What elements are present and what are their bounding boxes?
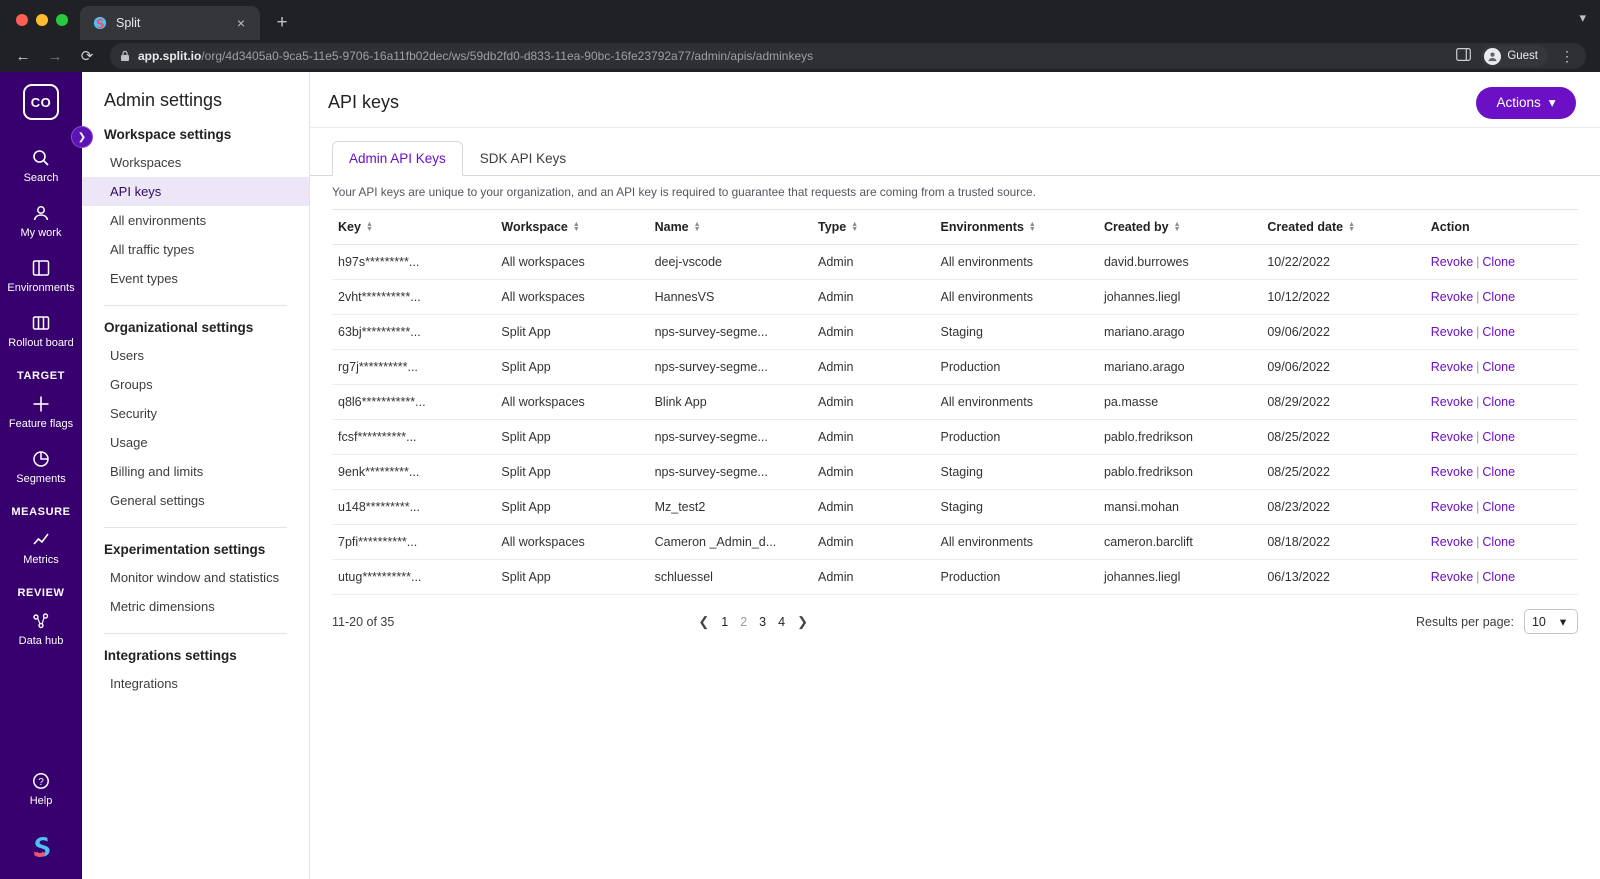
revoke-link[interactable]: Revoke <box>1430 255 1474 269</box>
avatar <box>1484 48 1501 65</box>
rail-item-metrics[interactable] <box>0 520 82 575</box>
clone-link[interactable]: Clone <box>1482 465 1516 479</box>
cell-key: u148*********... <box>332 490 495 525</box>
sidebar-item-users[interactable]: Users <box>110 348 144 363</box>
sidebar-item-monitor-window-and-statistics[interactable]: Monitor window and statistics <box>110 570 280 585</box>
column-label: Created date <box>1267 220 1344 234</box>
table-row[interactable] <box>332 490 1578 525</box>
table-body <box>332 245 1578 595</box>
rail-item-rollout-board[interactable] <box>0 303 82 358</box>
action-separator: | <box>1476 360 1480 374</box>
action-separator: | <box>1476 465 1480 479</box>
cell-created-date: 08/18/2022 <box>1261 525 1424 560</box>
cell-workspace: Split App <box>495 420 648 455</box>
cell-type: Admin <box>812 560 935 595</box>
global-nav-rail <box>0 72 87 879</box>
column-header-workspace[interactable] <box>495 210 648 245</box>
url-path: /org/4d3405a0-9ca5-11e5-9706-16a11fb02dec/ws/59db2fd0-d833-11ea-90bc-16fe23792a77/admin/apis/adminkeys <box>201 49 814 63</box>
side-panel-icon[interactable] <box>1456 48 1471 64</box>
cell-name: nps-survey-segme... <box>649 315 812 350</box>
nav-group-experimentation-settings: Experimentation settings <box>104 542 266 557</box>
cell-action <box>1425 280 1578 315</box>
nav-group-organizational-settings: Organizational settings <box>104 320 254 335</box>
revoke-link[interactable]: Revoke <box>1430 535 1474 549</box>
action-separator: | <box>1476 290 1480 304</box>
divider <box>104 633 287 634</box>
sidebar-item-integrations[interactable]: Integrations <box>110 676 178 691</box>
clone-link[interactable]: Clone <box>1482 570 1516 584</box>
cell-name: Mz_test2 <box>649 490 812 525</box>
cell-key: q8l6***********... <box>332 385 495 420</box>
org-badge[interactable]: CO <box>23 84 59 120</box>
cell-action <box>1425 350 1578 385</box>
lock-icon <box>120 50 130 62</box>
cell-key: 63bj**********... <box>332 315 495 350</box>
clone-link[interactable]: Clone <box>1482 255 1516 269</box>
data-hub-icon <box>31 610 51 632</box>
results-per-page-select[interactable] <box>1524 609 1578 634</box>
rail-item-label: My work <box>20 227 62 239</box>
rail-item-label: Search <box>23 172 59 184</box>
metrics-icon <box>31 529 51 551</box>
page-3-button[interactable]: 3 <box>759 614 767 629</box>
cell-type: Admin <box>812 385 935 420</box>
cell-name: Cameron _Admin_d... <box>649 525 812 560</box>
cell-environments: Production <box>935 350 1098 385</box>
app-body <box>0 72 1600 879</box>
cell-name: nps-survey-segme... <box>649 420 812 455</box>
rail-item-segments[interactable] <box>0 439 82 494</box>
action-separator: | <box>1476 535 1480 549</box>
cell-action <box>1425 245 1578 280</box>
page-description: Your API keys are unique to your organization, and an API key is required to guarantee that requests are coming from a trusted source. <box>332 185 1036 199</box>
clone-link[interactable]: Clone <box>1482 500 1516 514</box>
table-footer <box>310 595 1600 634</box>
rail-section-measure: MEASURE <box>11 506 71 518</box>
cell-environments: All environments <box>935 385 1098 420</box>
cell-created-date: 10/22/2022 <box>1261 245 1424 280</box>
rail-item-feature-flags[interactable] <box>0 384 82 439</box>
column-label: Type <box>818 220 847 234</box>
address-bar[interactable] <box>110 43 1586 69</box>
rail-item-label: Segments <box>16 473 66 485</box>
cell-type: Admin <box>812 350 935 385</box>
sort-icon: ▲ ▼ <box>1173 221 1181 233</box>
cell-created-by: mansi.mohan <box>1098 490 1261 525</box>
cell-created-date: 08/29/2022 <box>1261 385 1424 420</box>
table-header <box>332 210 1578 245</box>
sidebar-item-billing-and-limits[interactable]: Billing and limits <box>110 464 204 479</box>
cell-created-by: pablo.fredrikson <box>1098 420 1261 455</box>
column-label: Environments <box>940 220 1024 234</box>
profile-button[interactable] <box>1481 45 1548 67</box>
cell-name: Blink App <box>649 385 812 420</box>
cell-workspace: All workspaces <box>495 280 648 315</box>
rail-item-data-hub[interactable] <box>0 601 82 656</box>
pagination <box>698 614 808 630</box>
chevron-down-icon[interactable]: ▾ <box>1579 10 1586 25</box>
page-4-button[interactable]: 4 <box>778 614 786 629</box>
actions-button[interactable] <box>1476 87 1576 119</box>
cell-name: nps-survey-segme... <box>649 455 812 490</box>
sort-icon: ▲ ▼ <box>851 221 859 233</box>
rail-item-search[interactable] <box>0 138 82 193</box>
svg-text:?: ? <box>38 777 44 788</box>
cell-created-by: pablo.fredrikson <box>1098 455 1261 490</box>
column-label: Action <box>1430 220 1470 234</box>
nav-group-integrations-settings: Integrations settings <box>104 648 237 663</box>
help-icon <box>31 770 51 792</box>
main-content <box>310 72 1600 879</box>
cell-created-date: 08/25/2022 <box>1261 455 1424 490</box>
cell-created-by: johannes.liegl <box>1098 560 1261 595</box>
url-host: app.split.io <box>138 49 202 63</box>
sidebar-item-metric-dimensions[interactable]: Metric dimensions <box>110 599 215 614</box>
clone-link[interactable]: Clone <box>1482 325 1516 339</box>
action-separator: | <box>1476 395 1480 409</box>
table-row[interactable] <box>332 280 1578 315</box>
settings-sidebar <box>82 72 310 879</box>
close-window-button[interactable] <box>16 14 28 26</box>
nav-group-workspace-settings: Workspace settings <box>104 127 232 142</box>
results-per-page-value: 10 <box>1531 614 1546 629</box>
column-header-created-date[interactable] <box>1261 210 1424 245</box>
rail-bottom <box>0 761 82 879</box>
sidebar-item-event-types[interactable]: Event types <box>110 271 178 286</box>
rail-section-target: TARGET <box>16 370 65 382</box>
my-work-icon <box>31 202 51 224</box>
column-header-action <box>1425 210 1578 245</box>
sort-icon: ▲ ▼ <box>365 221 373 233</box>
cell-type: Admin <box>812 420 935 455</box>
browser-menu-icon[interactable]: ⋮ <box>1560 47 1574 64</box>
action-separator: | <box>1476 255 1480 269</box>
reload-button[interactable]: ⟳ <box>80 48 94 65</box>
column-label: Name <box>654 220 689 234</box>
column-label: Workspace <box>501 220 568 234</box>
revoke-link[interactable]: Revoke <box>1430 465 1474 479</box>
cell-environments: Production <box>935 420 1098 455</box>
cell-created-date: 08/25/2022 <box>1261 420 1424 455</box>
cell-environments: All environments <box>935 245 1098 280</box>
action-separator: | <box>1476 430 1480 444</box>
cell-environments: All environments <box>935 280 1098 315</box>
rail-item-label: Data hub <box>18 635 64 647</box>
actions-button-label: Actions <box>1496 95 1541 110</box>
results-range-label: 11-20 of 35 <box>332 614 395 629</box>
column-label: Created by <box>1103 220 1169 234</box>
environments-icon <box>31 257 51 279</box>
split-favicon-icon <box>92 15 108 31</box>
cell-action <box>1425 315 1578 350</box>
column-header-type[interactable] <box>812 210 935 245</box>
search-icon <box>31 147 51 169</box>
revoke-link[interactable]: Revoke <box>1430 290 1474 304</box>
table-row[interactable] <box>332 315 1578 350</box>
cell-name: deej-vscode <box>649 245 812 280</box>
revoke-link[interactable]: Revoke <box>1430 570 1474 584</box>
table-header-row <box>332 210 1578 245</box>
rail-item-environments[interactable] <box>0 248 82 303</box>
cell-type: Admin <box>812 490 935 525</box>
sidebar-item-all-traffic-types[interactable]: All traffic types <box>110 242 195 257</box>
cell-workspace: All workspaces <box>495 525 648 560</box>
tab-strip <box>0 0 1600 40</box>
cell-created-by: mariano.arago <box>1098 350 1261 385</box>
page-title: API keys <box>328 92 400 112</box>
cell-created-date: 08/23/2022 <box>1261 490 1424 525</box>
action-separator: | <box>1476 500 1480 514</box>
sort-icon: ▲ ▼ <box>572 221 580 233</box>
column-header-key[interactable] <box>332 210 495 245</box>
cell-key: 9enk*********... <box>332 455 495 490</box>
revoke-link[interactable]: Revoke <box>1430 360 1474 374</box>
sidebar-item-workspaces[interactable]: Workspaces <box>110 155 182 170</box>
tab-admin-api-keys[interactable]: Admin API Keys <box>332 141 463 176</box>
divider <box>104 305 287 306</box>
sidebar-item-usage[interactable]: Usage <box>110 435 148 450</box>
column-header-name[interactable] <box>649 210 812 245</box>
cell-key: h97s*********... <box>332 245 495 280</box>
segments-icon <box>31 448 51 470</box>
cell-created-date: 06/13/2022 <box>1261 560 1424 595</box>
cell-workspace: Split App <box>495 490 648 525</box>
previous-page-icon[interactable]: ❮ <box>698 613 710 629</box>
revoke-link[interactable]: Revoke <box>1430 395 1474 409</box>
cell-created-by: david.burrowes <box>1098 245 1261 280</box>
sidebar-item-general-settings[interactable]: General settings <box>110 493 205 508</box>
rail-item-label: Environments <box>7 282 75 294</box>
cell-environments: Production <box>935 560 1098 595</box>
rail-section-review: REVIEW <box>17 587 65 599</box>
clone-link[interactable]: Clone <box>1482 430 1516 444</box>
rail-item-help[interactable] <box>0 761 82 816</box>
tab-title: Split <box>116 16 141 30</box>
revoke-link[interactable]: Revoke <box>1430 430 1474 444</box>
action-separator: | <box>1476 325 1480 339</box>
rail-item-label: Feature flags <box>8 418 74 430</box>
cell-action <box>1425 525 1578 560</box>
cell-workspace: Split App <box>495 455 648 490</box>
cell-workspace: All workspaces <box>495 385 648 420</box>
cell-environments: Staging <box>935 455 1098 490</box>
clone-link[interactable]: Clone <box>1482 360 1516 374</box>
rail-item-label: Metrics <box>23 554 59 566</box>
table-row[interactable] <box>332 350 1578 385</box>
cell-name: HannesVS <box>649 280 812 315</box>
omnibox-right-controls <box>1456 45 1576 67</box>
cell-key: 7pfi**********... <box>332 525 495 560</box>
divider <box>104 527 287 528</box>
cell-type: Admin <box>812 315 935 350</box>
url-text <box>138 49 813 63</box>
table-row[interactable] <box>332 385 1578 420</box>
cell-type: Admin <box>812 455 935 490</box>
rollout-board-icon <box>31 312 51 334</box>
sidebar-item-security[interactable]: Security <box>110 406 157 421</box>
cell-created-by: johannes.liegl <box>1098 280 1261 315</box>
rail-item-label: Rollout board <box>8 337 74 349</box>
cell-action <box>1425 385 1578 420</box>
sidebar-item-all-environments[interactable]: All environments <box>110 213 207 228</box>
column-label: Key <box>338 220 361 234</box>
maximize-window-button[interactable] <box>56 14 68 26</box>
cell-created-by: mariano.arago <box>1098 315 1261 350</box>
forward-button[interactable]: → <box>47 47 63 65</box>
column-header-created-by[interactable] <box>1098 210 1261 245</box>
cell-created-by: pa.masse <box>1098 385 1261 420</box>
cell-created-date: 10/12/2022 <box>1261 280 1424 315</box>
feature-flags-icon <box>31 393 51 415</box>
page-2-button[interactable]: 2 <box>740 614 748 629</box>
table-row[interactable] <box>332 420 1578 455</box>
expand-nav-icon[interactable]: ❯ <box>71 126 93 148</box>
results-per-page <box>1416 609 1578 634</box>
browser-chrome <box>0 0 1600 72</box>
api-keys-table <box>332 209 1578 595</box>
cell-type: Admin <box>812 525 935 560</box>
clone-link[interactable]: Clone <box>1482 290 1516 304</box>
results-per-page-label: Results per page: <box>1416 614 1514 629</box>
page-1-button[interactable]: 1 <box>721 614 729 629</box>
settings-title: Admin settings <box>104 90 223 110</box>
sort-icon: ▲ ▼ <box>1348 221 1356 233</box>
clone-link[interactable]: Clone <box>1482 395 1516 409</box>
cell-workspace: Split App <box>495 315 648 350</box>
cell-created-by: cameron.barclift <box>1098 525 1261 560</box>
cell-name: nps-survey-segme... <box>649 350 812 385</box>
next-page-icon[interactable]: ❯ <box>797 613 808 629</box>
window-controls[interactable] <box>12 0 80 40</box>
cell-workspace: Split App <box>495 560 648 595</box>
split-logo-icon <box>28 834 54 865</box>
close-tab-icon[interactable]: × <box>236 15 246 31</box>
cell-name: schluessel <box>649 560 812 595</box>
rail-item-label: Help <box>29 795 53 807</box>
page-header <box>310 72 1600 128</box>
cell-key: 2vht**********... <box>332 280 495 315</box>
cell-workspace: All workspaces <box>495 245 648 280</box>
cell-created-date: 09/06/2022 <box>1261 315 1424 350</box>
chevron-down-icon: ▾ <box>1548 94 1556 110</box>
chevron-down-icon: ▾ <box>1559 615 1567 629</box>
cell-action <box>1425 455 1578 490</box>
cell-type: Admin <box>812 280 935 315</box>
sidebar-item-api-keys[interactable]: API keys <box>82 177 309 206</box>
tab-sdk-api-keys[interactable]: SDK API Keys <box>479 151 567 166</box>
browser-toolbar <box>0 40 1600 72</box>
cell-type: Admin <box>812 245 935 280</box>
cell-created-date: 09/06/2022 <box>1261 350 1424 385</box>
revoke-link[interactable]: Revoke <box>1430 500 1474 514</box>
minimize-window-button[interactable] <box>36 14 48 26</box>
rail-item-my-work[interactable] <box>0 193 82 248</box>
column-header-environments[interactable] <box>935 210 1098 245</box>
back-button[interactable]: ← <box>15 47 31 65</box>
api-key-tabs <box>310 128 1600 176</box>
cell-key: utug**********... <box>332 560 495 595</box>
revoke-link[interactable]: Revoke <box>1430 325 1474 339</box>
cell-environments: Staging <box>935 490 1098 525</box>
action-separator: | <box>1476 570 1480 584</box>
cell-environments: All environments <box>935 525 1098 560</box>
table-row[interactable] <box>332 455 1578 490</box>
cell-workspace: Split App <box>495 350 648 385</box>
sort-icon: ▲ ▼ <box>693 221 701 233</box>
sort-icon: ▲ ▼ <box>1028 221 1036 233</box>
profile-name: Guest <box>1507 50 1538 62</box>
cell-action <box>1425 560 1578 595</box>
cell-key: fcsf**********... <box>332 420 495 455</box>
table-row[interactable] <box>332 525 1578 560</box>
table-row[interactable] <box>332 245 1578 280</box>
cell-action <box>1425 420 1578 455</box>
browser-tab[interactable] <box>80 6 260 40</box>
sidebar-item-groups[interactable]: Groups <box>110 377 153 392</box>
cell-environments: Staging <box>935 315 1098 350</box>
cell-key: rg7j**********... <box>332 350 495 385</box>
table-row[interactable] <box>332 560 1578 595</box>
new-tab-icon[interactable]: + <box>276 12 288 33</box>
clone-link[interactable]: Clone <box>1482 535 1516 549</box>
cell-action <box>1425 490 1578 525</box>
